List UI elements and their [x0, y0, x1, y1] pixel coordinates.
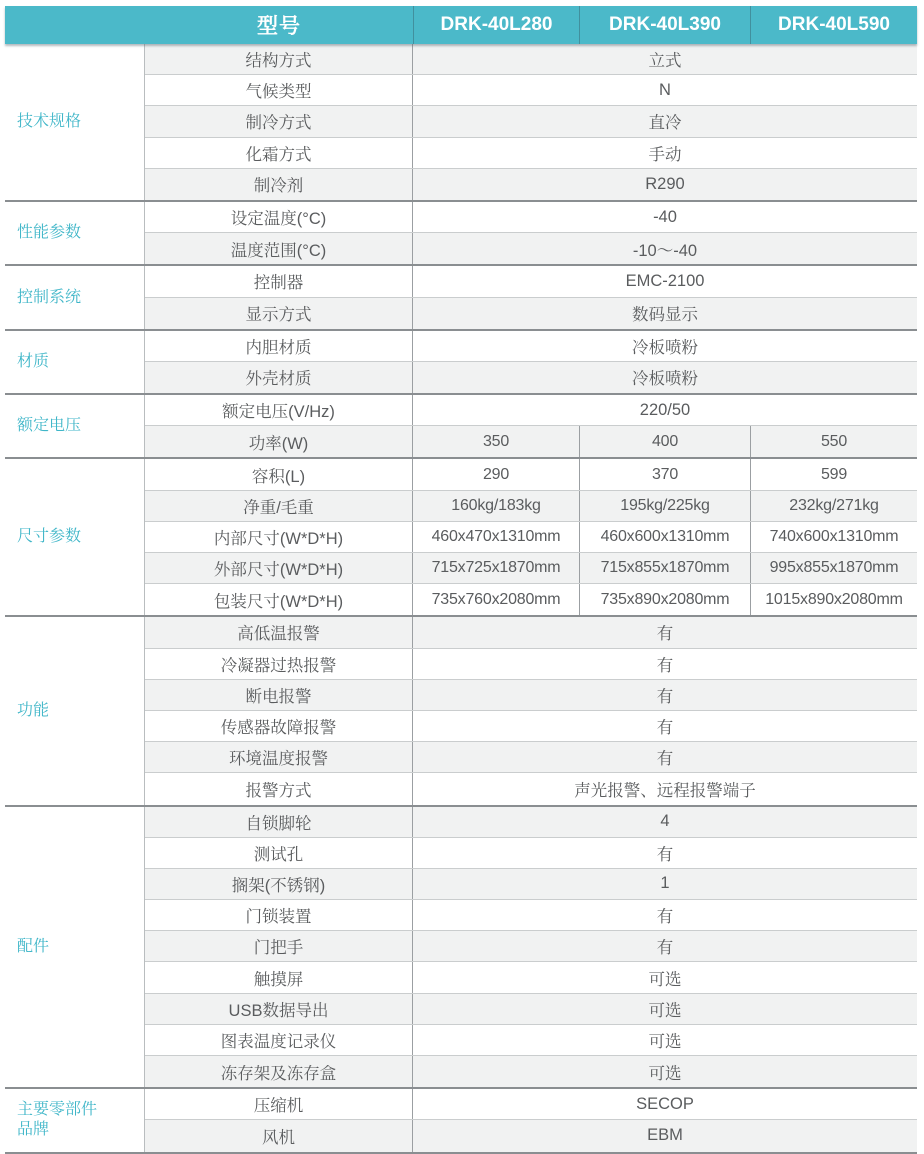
param-value: 有: [656, 625, 674, 644]
param-value: 立式: [648, 52, 682, 71]
section-rows: [145, 617, 917, 804]
spec-row: [145, 994, 917, 1025]
param-value-model-1: 460x470x1310mm: [431, 527, 561, 545]
spec-row: [145, 395, 917, 426]
param-label: USB数据导出: [145, 994, 413, 1024]
param-value-model-2: 460x600x1310mm: [579, 522, 750, 552]
spec-row: [145, 426, 917, 457]
spec-section: [5, 615, 917, 804]
param-value: SECOP: [636, 1094, 694, 1113]
spec-row: [145, 584, 917, 615]
section-rows: [145, 807, 917, 1088]
spec-row: [145, 1120, 917, 1151]
spec-row: [145, 266, 917, 297]
spec-row: [145, 1025, 917, 1056]
section-rows: [145, 202, 917, 264]
spec-row: [145, 617, 917, 648]
spec-row: [145, 742, 917, 773]
param-label: 显示方式: [145, 298, 413, 329]
param-value: 可选: [648, 1064, 682, 1083]
spec-table-body: [5, 44, 917, 1154]
category-cell: [5, 807, 145, 1088]
spec-row: [145, 233, 917, 264]
param-value: EBM: [647, 1126, 683, 1145]
spec-row: [145, 869, 917, 900]
param-label: 压缩机: [145, 1089, 413, 1119]
spec-row: [145, 522, 917, 553]
section-rows: [145, 459, 917, 615]
category-label: 尺寸参数: [17, 528, 82, 546]
param-value: 1: [660, 874, 670, 893]
category-cell: [5, 202, 145, 264]
param-value-model-1: 715x725x1870mm: [431, 559, 561, 577]
spec-section: [5, 264, 917, 328]
param-value: EMC-2100: [625, 271, 705, 290]
section-rows: [145, 331, 917, 393]
param-label: 功率(W): [145, 426, 413, 457]
category-label: 主要零部件品牌: [17, 1101, 98, 1139]
param-label: 气候类型: [145, 75, 413, 105]
param-value-model-3: 1015x890x2080mm: [750, 584, 917, 615]
param-value: 有: [656, 750, 674, 769]
param-value: 有: [656, 687, 674, 706]
category-cell: [5, 331, 145, 393]
param-label: 冻存架及冻存盒: [145, 1056, 413, 1087]
param-label: 搁架(不锈钢): [145, 869, 413, 899]
category-cell: [5, 459, 145, 615]
spec-row: [145, 553, 917, 584]
param-value: 冷板喷粉: [632, 370, 698, 389]
param-label: 断电报警: [145, 680, 413, 710]
param-label: 额定电压(V/Hz): [145, 395, 413, 425]
param-label: 传感器故障报警: [145, 711, 413, 741]
spec-section: [5, 44, 917, 200]
category-label: 材质: [17, 352, 50, 370]
param-label: 净重/毛重: [145, 491, 413, 521]
param-value-model-1: 350: [482, 432, 510, 450]
param-label: 高低温报警: [145, 617, 413, 647]
spec-row: [145, 44, 917, 75]
param-value: 冷板喷粉: [632, 338, 698, 357]
param-value: 数码显示: [632, 306, 698, 325]
spec-row: [145, 807, 917, 838]
category-label: 性能参数: [17, 224, 82, 242]
section-rows: [145, 266, 917, 328]
param-value: 220/50: [639, 400, 691, 419]
param-value: 可选: [648, 1001, 682, 1020]
param-label: 制冷剂: [145, 169, 413, 200]
spec-row: [145, 331, 917, 362]
param-value: R290: [645, 174, 685, 193]
table-header: [5, 6, 917, 44]
param-label: 环境温度报警: [145, 742, 413, 772]
param-value-model-1: 290: [482, 465, 510, 483]
spec-row: [145, 900, 917, 931]
model-column-header-2: DRK-40L390: [579, 6, 750, 44]
category-cell: [5, 395, 145, 457]
param-label: 风机: [145, 1120, 413, 1151]
param-value-model-2: 400: [579, 426, 750, 457]
param-value: -10～-40: [632, 241, 698, 260]
spec-row: [145, 1056, 917, 1087]
param-label: 结构方式: [145, 44, 413, 74]
param-value-model-3: 550: [750, 426, 917, 457]
param-label: 门把手: [145, 931, 413, 961]
param-value: 有: [656, 939, 674, 958]
param-value: 有: [656, 845, 674, 864]
spec-row: [145, 169, 917, 200]
param-value: 4: [660, 812, 670, 831]
category-label: 控制系统: [17, 288, 82, 306]
category-label: 技术规格: [17, 112, 82, 130]
spec-row: [145, 962, 917, 993]
spec-row: [145, 459, 917, 490]
spec-row: [145, 75, 917, 106]
param-value-model-2: 735x890x2080mm: [579, 584, 750, 615]
spec-row: [145, 680, 917, 711]
spec-row: [145, 138, 917, 169]
spec-row: [145, 491, 917, 522]
param-value-model-2: 370: [579, 459, 750, 489]
spec-row: [145, 362, 917, 393]
spec-row: [145, 106, 917, 137]
param-value: N: [659, 80, 671, 99]
spec-section: [5, 200, 917, 264]
param-label: 外部尺寸(W*D*H): [145, 553, 413, 583]
spec-section: [5, 457, 917, 615]
param-label: 温度范围(°C): [145, 233, 413, 264]
param-label: 设定温度(°C): [145, 202, 413, 232]
param-label: 制冷方式: [145, 106, 413, 136]
param-label: 触摸屏: [145, 962, 413, 992]
spec-row: [145, 1089, 917, 1120]
model-header-cell: 型号: [257, 15, 301, 38]
spec-section: [5, 805, 917, 1088]
param-value: 可选: [648, 1032, 682, 1051]
param-label: 门锁装置: [145, 900, 413, 930]
param-label: 报警方式: [145, 773, 413, 804]
param-value: 直冷: [648, 114, 682, 133]
spec-row: [145, 711, 917, 742]
section-rows: [145, 395, 917, 457]
spec-row: [145, 838, 917, 869]
section-rows: [145, 44, 917, 200]
category-cell: [5, 1089, 145, 1151]
param-value: -40: [653, 207, 677, 226]
param-value: 有: [656, 719, 674, 738]
spec-row: [145, 202, 917, 233]
section-rows: [145, 1089, 917, 1151]
param-value-model-3: 995x855x1870mm: [750, 553, 917, 583]
param-value-model-3: 599: [750, 459, 917, 489]
model-column-header-3: DRK-40L590: [750, 6, 917, 44]
spec-row: [145, 649, 917, 680]
spec-row: [145, 931, 917, 962]
param-label: 化霜方式: [145, 138, 413, 168]
spec-row: [145, 773, 917, 804]
param-label: 容积(L): [145, 459, 413, 489]
param-value-model-1: 735x760x2080mm: [431, 590, 561, 608]
param-label: 包装尺寸(W*D*H): [145, 584, 413, 615]
param-label: 图表温度记录仪: [145, 1025, 413, 1055]
param-label: 冷凝器过热报警: [145, 649, 413, 679]
model-column-header-1: DRK-40L280: [413, 6, 579, 44]
param-value: 声光报警、远程报警端子: [574, 781, 756, 800]
param-label: 外壳材质: [145, 362, 413, 393]
param-label: 自锁脚轮: [145, 807, 413, 837]
param-value-model-3: 232kg/271kg: [750, 491, 917, 521]
category-cell: [5, 617, 145, 804]
param-value: 手动: [648, 145, 682, 164]
spec-section: [5, 393, 917, 457]
spec-section: [5, 329, 917, 393]
category-cell: [5, 44, 145, 200]
spec-table: [5, 6, 917, 1154]
category-label: 额定电压: [17, 417, 82, 435]
category-cell: [5, 266, 145, 328]
param-label: 内部尺寸(W*D*H): [145, 522, 413, 552]
param-value-model-2: 715x855x1870mm: [579, 553, 750, 583]
param-label: 内胆材质: [145, 331, 413, 361]
spec-section: [5, 1087, 917, 1151]
spec-row: [145, 298, 917, 329]
param-value-model-1: 160kg/183kg: [451, 496, 541, 514]
param-value: 有: [656, 656, 674, 675]
category-label: 配件: [17, 937, 50, 955]
param-value: 有: [656, 908, 674, 927]
param-value: 可选: [648, 970, 682, 989]
param-value-model-2: 195kg/225kg: [579, 491, 750, 521]
param-value-model-3: 740x600x1310mm: [750, 522, 917, 552]
category-label: 功能: [17, 701, 50, 719]
param-label: 测试孔: [145, 838, 413, 868]
param-label: 控制器: [145, 266, 413, 296]
